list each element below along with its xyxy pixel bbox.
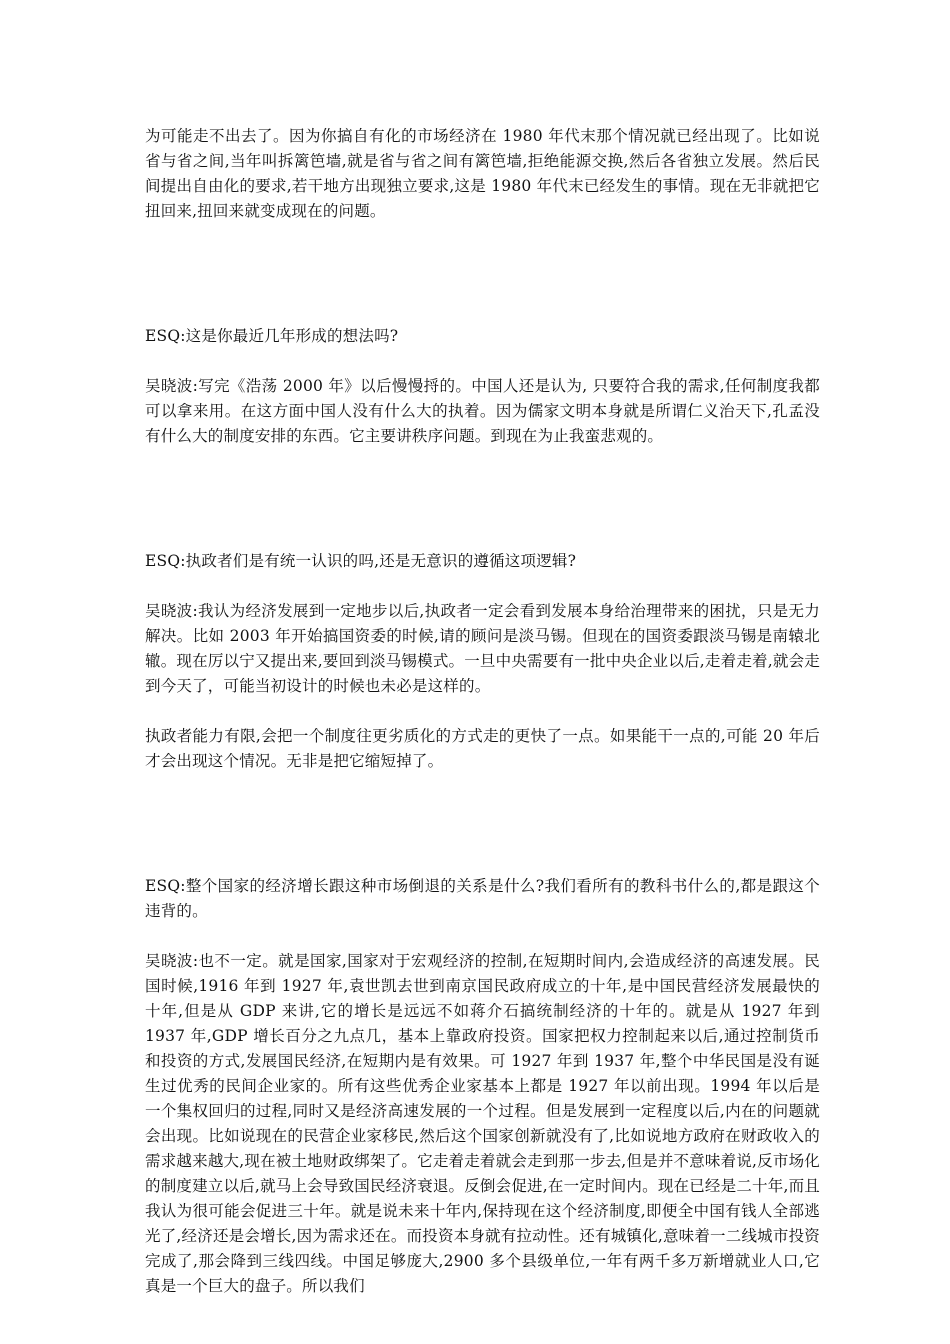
section-spacer	[145, 774, 820, 874]
paragraph-spacer	[145, 574, 820, 599]
interview-answer: 吴晓波:也不一定。就是国家,国家对于宏观经济的控制,在短期时间内,会造成经济的高速发展。民国时候,1916 年到 1927 年,袁世凯去世到南京国民政府成立的十年,是中国民营经济发展最快的十年,但是从 GDP 来讲,它的增长是远远不如蒋介石搞统制经济的十年的。就是从 1927 年到 1937 年,GDP 增长百分之九点几，基本上靠政府投资。国家把权力控制起来以后,通过控制货币和投资的方式,发展国民经济,在短期内是有效果。可 1927 年到 1937 年,整个中华民国是没有诞生过优秀的民间企业家的。所有这些优秀企业家基本上都是 1927 年以前出现。1994 年以后是一个集权回归的过程,同时又是经济高速发展的一个过程。但是发展到一定程度以后,内在的问题就会出现。比如说现在的民营企业家移民,然后这个国家创新就没有了,比如说地方政府在财政收入的需求越来越大,现在被土地财政绑架了。它走着走着就会走到那一步去,但是并不意味着说,反市场化的制度建立以后,就马上会导致国民经济衰退。反倒会促进,在一定时间内。现在已经是二十年,而且我认为很可能会促进三十年。就是说未来十年内,保持现在这个经济制度,即便全中国有钱人全部逃光了,经济还是会增长,因为需求还在。而投资本身就有拉动性。还有城镇化,意味着一二线城市投资完成了,那会降到三线四线。中国足够庞大,2900 多个县级单位,一年有两千多万新增就业人口,它真是一个巨大的盘子。所以我们	[145, 952, 820, 1295]
paragraph-spacer	[145, 924, 820, 949]
section-spacer	[145, 224, 820, 324]
interview-answer-continued: 执政者能力有限,会把一个制度往更劣质化的方式走的更快了一点。如果能干一点的,可能 20 年后才会出现这个情况。无非是把它缩短掉了。	[145, 727, 820, 770]
paragraph-intro: 为可能走不出去了。因为你搞自有化的市场经济在 1980 年代末那个情况就已经出现了。比如说省与省之间,当年叫拆篱笆墙,就是省与省之间有篱笆墙,拒绝能源交换,然后各省独立发展。然后民间提出自由化的要求,若干地方出现独立要求,这是 1980 年代末已经发生的事情。现在无非就把它扭回来,扭回来就变成现在的问题。	[145, 127, 820, 220]
interview-question: ESQ:执政者们是有统一认识的吗,还是无意识的遵循这项逻辑?	[145, 552, 577, 570]
interview-question: ESQ:这是你最近几年形成的想法吗?	[145, 327, 399, 345]
section-spacer	[145, 449, 820, 549]
paragraph-spacer	[145, 699, 820, 724]
article-body	[145, 124, 820, 1299]
interview-answer: 吴晓波:我认为经济发展到一定地步以后,执政者一定会看到发展本身给治理带来的困扰，只是无力解决。比如 2003 年开始搞国资委的时候,请的顾问是淡马锡。但现在的国资委跟淡马锡是南辕北辙。现在厉以宁又提出来,要回到淡马锡模式。一旦中央需要有一批中央企业以后,走着走着,就会走到今天了，可能当初设计的时候也未必是这样的。	[145, 602, 820, 695]
paragraph-spacer	[145, 349, 820, 374]
interview-answer: 吴晓波:写完《浩荡 2000 年》以后慢慢捋的。中国人还是认为, 只要符合我的需求,任何制度我都可以拿来用。在这方面中国人没有什么大的执着。因为儒家文明本身就是所谓仁义治天下,孔孟没有什么大的制度安排的东西。它主要讲秩序问题。到现在为止我蛮悲观的。	[145, 377, 820, 445]
interview-question: ESQ:整个国家的经济增长跟这种市场倒退的关系是什么?我们看所有的教科书什么的,都是跟这个违背的。	[145, 877, 820, 920]
